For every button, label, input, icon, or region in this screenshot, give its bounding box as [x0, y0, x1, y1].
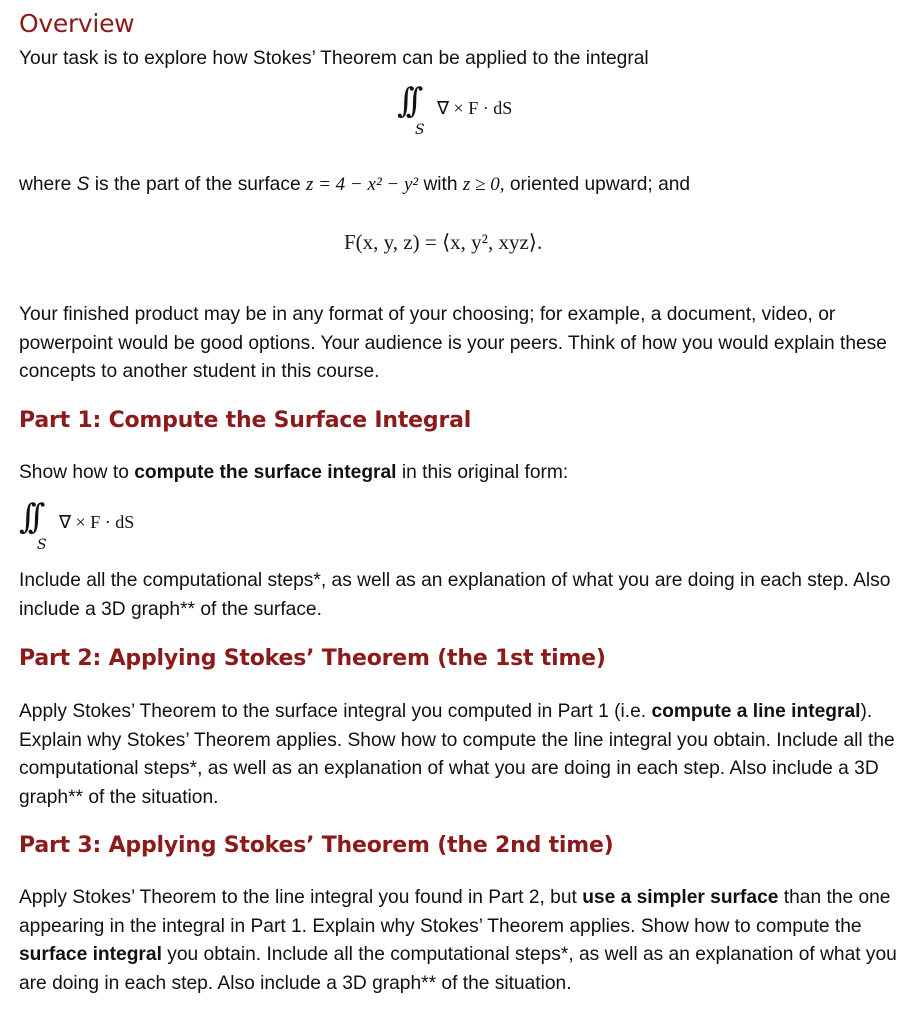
with-word: with — [423, 174, 458, 195]
part3-heading: Part 3: Applying Stokes’ Theorem (the 2nd time) — [19, 833, 614, 858]
overview-heading: Overview — [19, 9, 135, 38]
part3-paragraph — [19, 884, 909, 998]
integral-expression: ∇ × F · dS — [59, 512, 135, 532]
part2-bold-a: compute a line integral — [651, 701, 861, 722]
overview-integral — [397, 81, 597, 144]
part3-text-c: you obtain. Include all the computational steps*, as well as an explanation of what you are doing in each step. Also include a 3D graph** of the situation. — [19, 944, 897, 994]
where-suffix: oriented upward; and — [509, 174, 691, 195]
part3-bold-a: use a simpler surface — [582, 887, 779, 908]
part2-text-b: ). Explain why Stokes’ Theorem applies. Show how to compute the line integral you obtain. Include all the computational steps*, as well as an explanation of what you are doing in each step. Also include a 3D graph** of the situation. — [19, 701, 895, 808]
double-integral-symbol: ∫∫ — [19, 497, 37, 537]
part1-show-suffix: in this original form: — [401, 462, 569, 483]
part1-heading: Part 1: Compute the Surface Integral — [19, 408, 472, 433]
part1-show-prefix: Show how to — [19, 462, 129, 483]
part3-text-b: than the one appearing in the integral in Part 1. Explain why Stokes’ Theorem applies. Show how to compute the — [19, 887, 891, 937]
part1-instruction — [19, 459, 909, 488]
surface-description — [19, 174, 690, 196]
part2-heading: Part 2: Applying Stokes’ Theorem (the 1st time) — [19, 646, 606, 671]
surface-constraint: z ≥ 0, — [462, 174, 505, 195]
surface-equation: z = 4 − x² − y² — [305, 174, 419, 195]
integral-expression: ∇ × F · dS — [437, 98, 513, 118]
where-S: S — [76, 174, 90, 195]
integral-subscript: S — [37, 537, 47, 553]
part2-text-a: Apply Stokes’ Theorem to the surface integral you computed in Part 1 (i.e. — [19, 701, 647, 722]
part2-paragraph — [19, 698, 909, 812]
part1-steps: Include all the computational steps*, as well as an explanation of what you are doing in each step. Also include a 3D graph** of the surface. — [19, 570, 891, 620]
part3-bold-b: surface integral — [19, 944, 162, 965]
part1-integral — [19, 497, 219, 558]
intro-text: Your task is to explore how Stokes’ Theorem can be applied to the integral — [19, 48, 649, 69]
part3-text-a: Apply Stokes’ Theorem to the line integral you found in Part 2, but — [19, 887, 577, 908]
where-mid: is the part of the surface — [94, 174, 301, 195]
where-prefix: where — [19, 174, 72, 195]
format-paragraph: Your finished product may be in any format of your choosing; for example, a document, video, or powerpoint would be good options. Your audience is your peers. Think of how you would explain these concepts to another student in this course. — [19, 304, 887, 382]
double-integral-symbol: ∫∫ — [397, 81, 415, 121]
vector-field-definition: F(x, y, z) = ⟨x, y², xyz⟩. — [344, 230, 543, 254]
integral-subscript: S — [415, 122, 425, 138]
part1-show-bold: compute the surface integral — [134, 462, 397, 483]
